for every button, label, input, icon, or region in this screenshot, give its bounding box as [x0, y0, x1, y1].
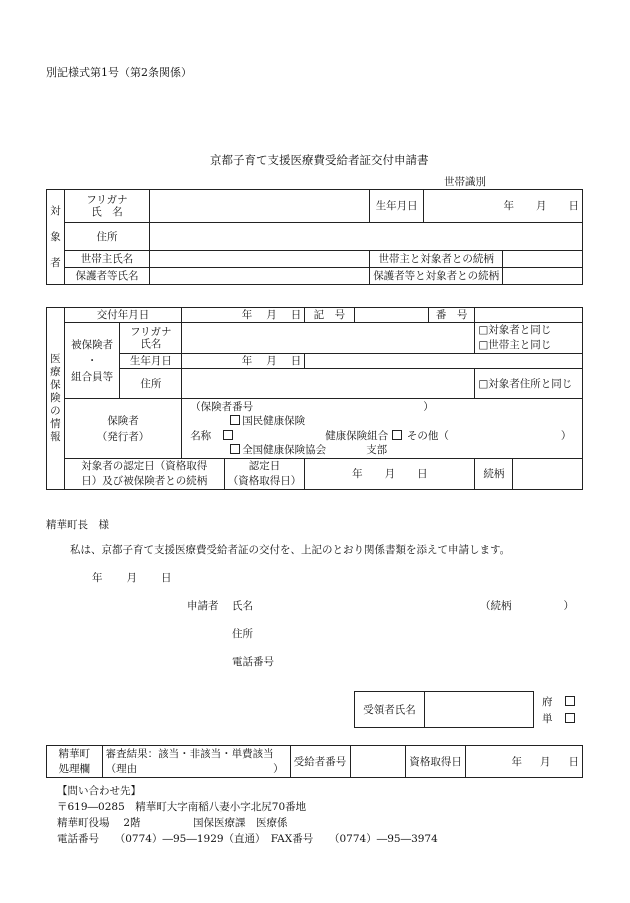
- applicant-name-label: 氏名: [232, 600, 253, 612]
- householder-name-label: 世帯主氏名: [64, 251, 149, 268]
- subject-name-label: フリガナ 氏 名: [64, 190, 149, 223]
- insured-birthdate-field[interactable]: 年 月 日: [182, 354, 305, 369]
- subject-side-label: 対 象 者: [47, 190, 65, 285]
- applicant-address-label: 住所: [232, 628, 253, 640]
- same-address-checkbox[interactable]: □対象者住所と同じ: [475, 369, 583, 399]
- householder-relation-label: 世帯主と対象者との続柄: [370, 251, 503, 268]
- contact-postal: 〒619―0285 精華町大字南稲八妻小字北尻70番地: [57, 801, 307, 813]
- insured-name-label: フリガナ 氏名: [120, 323, 182, 354]
- applicant-relation[interactable]: （続柄 ）: [480, 600, 574, 612]
- subject-table: [46, 189, 583, 285]
- relation-field[interactable]: [513, 459, 583, 490]
- number-field[interactable]: [475, 308, 583, 323]
- form-number: 別記様式第1号（第2条関係）: [46, 66, 192, 79]
- applicant-label: 申請者: [187, 600, 219, 612]
- cert-date-full: [0, 0, 1, 1]
- insurance-table: [46, 307, 583, 490]
- issue-date-label: 交付年月日: [64, 308, 181, 323]
- form-title: 京都子育て支援医療費受給者証交付申請書: [210, 153, 429, 167]
- symbol-field[interactable]: [354, 308, 428, 323]
- guardian-name-field[interactable]: [149, 268, 369, 285]
- subject-address-field[interactable]: [149, 223, 582, 251]
- qualify-date-label: 資格取得日: [406, 746, 466, 778]
- same-as-householder-checkbox[interactable]: □世帯主と同じ: [478, 339, 552, 351]
- application-date[interactable]: 年 月 日: [92, 572, 172, 584]
- applicant-phone-label: 電話番号: [232, 656, 274, 668]
- insured-address-field[interactable]: [182, 369, 475, 399]
- guardian-relation-field[interactable]: [503, 268, 583, 285]
- qualify-date-field[interactable]: 年 月 日: [465, 746, 582, 778]
- cert-date-label: 対象者の認定日（資格取得 日）及び被保険者との続柄: [64, 459, 224, 490]
- guardian-name-label: 保護者等氏名: [64, 268, 149, 285]
- guardian-relation-label: 保護者等と対象者との続柄: [370, 268, 503, 285]
- insurer-field: （保険者番号 ） 国民健康保険 名称 健康保険組合 その他（ ） 全国健康保険協会 支部: [182, 399, 583, 459]
- relation-label: 続柄: [475, 459, 513, 490]
- prefecture-checkbox[interactable]: [565, 696, 575, 706]
- subject-birthdate-field[interactable]: 年 月 日: [424, 190, 583, 223]
- insured-name-field[interactable]: [182, 323, 475, 354]
- subject-birthdate-label: 生年月日: [370, 190, 424, 223]
- single-checkbox[interactable]: [565, 713, 575, 723]
- contact-office: 精華町役場 2階 国保医療課 医療係: [57, 817, 288, 829]
- symbol-label: 記 号: [305, 308, 354, 323]
- same-as-subject-checkbox[interactable]: □対象者と同じ: [478, 324, 552, 336]
- insured-birthdate-label: 生年月日: [120, 354, 182, 369]
- contact-phone: 電話番号 （0774）―95―1929（直通） FAX番号 （0774）―95―3974: [57, 833, 438, 845]
- office-label: 精華町 処理欄: [47, 746, 103, 778]
- office-table: [46, 745, 583, 778]
- cert-date-sublabel: 認定日 （資格取得日）: [224, 459, 305, 490]
- contact-heading: 【問い合わせ先】: [57, 785, 141, 797]
- other-checkbox[interactable]: [392, 430, 402, 440]
- recipient-name-label: 受領者氏名: [355, 692, 425, 728]
- householder-relation-field[interactable]: [503, 251, 583, 268]
- recipient-type-options[interactable]: 府 単: [542, 694, 577, 728]
- subject-name-field[interactable]: [149, 190, 369, 223]
- recipient-number-field[interactable]: [350, 746, 406, 778]
- office-review[interactable]: 審査結果：該当・非該当・単費該当 （理由 ）: [102, 746, 290, 778]
- household-id-label: 世帯識別: [444, 176, 486, 188]
- insured-label: 被保険者 ・ 組合員等: [64, 323, 120, 399]
- issue-date-field[interactable]: 年 月 日: [182, 308, 305, 323]
- insured-same-options[interactable]: [475, 323, 583, 354]
- application-statement: 私は、京都子育て支援医療費受給者証の交付を、上記のとおり関係書類を添えて申請します。: [70, 544, 511, 556]
- addressee: 精華町長 様: [46, 519, 109, 531]
- insurance-side-label: 医 療 保 険 の 情 報: [47, 308, 65, 490]
- recipient-number-label: 受給者番号: [290, 746, 350, 778]
- kenpo-union-checkbox[interactable]: [223, 430, 233, 440]
- recipient-name-field[interactable]: [424, 692, 533, 728]
- cert-date-field[interactable]: 年 月 日: [305, 459, 475, 490]
- kokuho-checkbox[interactable]: [230, 415, 240, 425]
- insured-birthdate-blank: [305, 354, 583, 369]
- contact-block: [57, 783, 438, 847]
- subject-address-label: 住所: [64, 223, 149, 251]
- insurer-label: 保険者 （発行者）: [64, 399, 181, 459]
- recipient-table: [354, 691, 534, 728]
- householder-name-field[interactable]: [149, 251, 369, 268]
- zenkoku-checkbox[interactable]: [230, 444, 240, 454]
- number-label: 番 号: [428, 308, 474, 323]
- insured-address-label: 住所: [120, 369, 182, 399]
